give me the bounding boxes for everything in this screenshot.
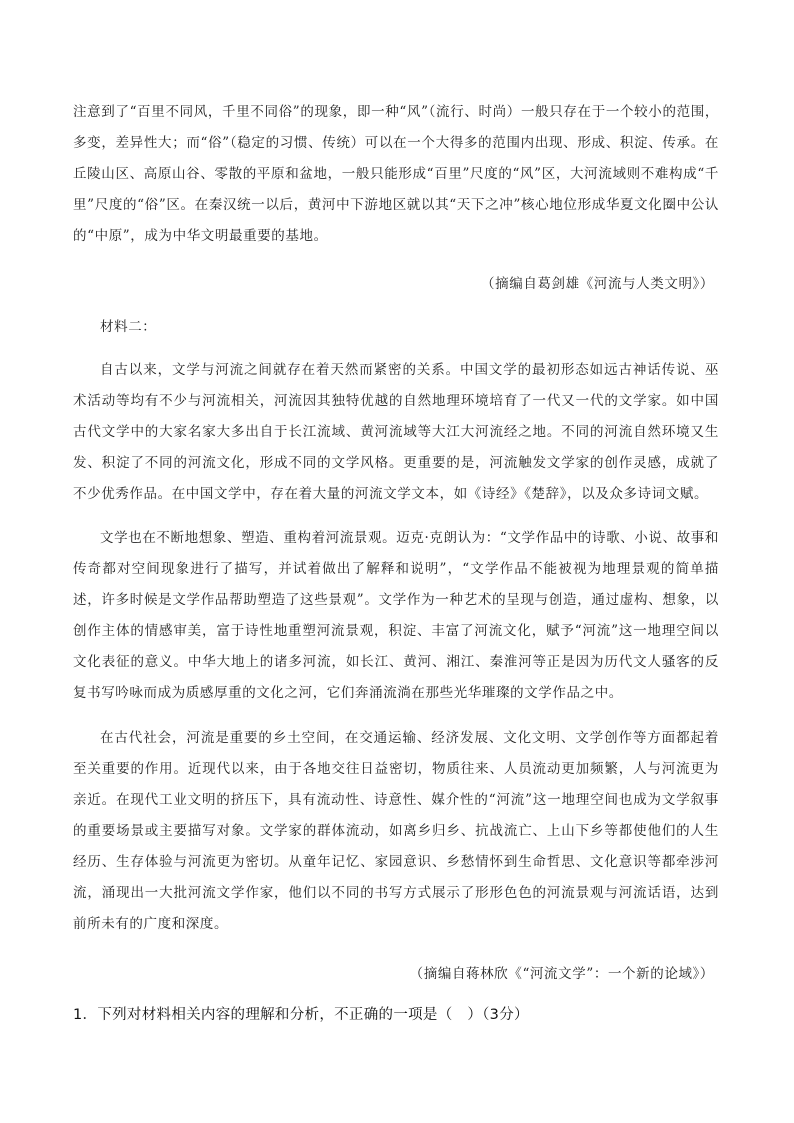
material2-paragraph-2: 文学也在不断地想象、塑造、重构着河流景观。迈克·克朗认为：“文学作品中的诗歌、小说、故事和传奇都对空间现象进行了描写，并试着做出了解释和说明”，“文学作品不能被视为地理景观的简单描述，许多时候是文学作品帮助塑造了这些景观”。文学作为一种艺术的呈现与创造，通过虚构、想象，以创作主体的情感审美，富于诗性地重塑河流景观，积淀、丰富了河流文化，赋予“河流”这一地理空间以文化表征的意义。中华大地上的诸多河流，如长江、黄河、湘江、秦淮河等正是因为历代文人骚客的反复书写吟咏而成为质感厚重的文化之河，它们奔涌流淌在那些光华璀璨的文学作品之中。 (73, 530, 719, 701)
question-1: 1．下列对材料相关内容的理解和分析，不正确的一项是（ ）（3分） (73, 1007, 529, 1023)
material2-paragraph-3: 在古代社会，河流是重要的乡土空间，在交通运输、经济发展、文化文明、文学创作等方面都起着至关重要的作用。近现代以来，由于各地交往日益密切，物质往来、人员流动更加频繁，人与河流更为亲近。在现代工业文明的挤压下，具有流动性、诗意性、媒介性的“河流”这一地理空间也成为文学叙事的重要场景或主要描写对象。文学家的群体流动，如离乡归乡、抗战流亡、上山下乡等都使他们的人生经历、生存体验与河流更为密切。从童年记忆、家园意识、乡愁情怀到生命哲思、文化意识等都牵涉河流，涌现出一大批河流文学作家，他们以不同的书写方式展示了形形色色的河流景观与河流话语，达到前所未有的广度和深度。 (73, 730, 719, 932)
material2-label: 材料二： (100, 319, 157, 335)
material1-paragraph: 注意到了“百里不同风，千里不同俗”的现象，即一种“风”（流行、时尚）一般只存在于一个较小的范围，多变，差异性大；而“俗”（稳定的习惯、传统）可以在一个大得多的范围内出现、形成、积淀、传承。在丘陵山区、高原山谷、零散的平原和盆地，一般只能形成“百里”尺度的“风”区，大河流域则不难构成“千里”尺度的“俗”区。在秦汉统一以后，黄河中下游地区就以其“天下之冲”核心地位形成华夏文化圈中公认的“中原”，成为中华文明最重要的基地。 (73, 104, 719, 244)
material1-source: （摘编自葛剑雄《河流与人类文明》） (481, 276, 714, 292)
material2-paragraph-1: 自古以来，文学与河流之间就存在着天然而紧密的关系。中国文学的最初形态如远古神话传说、巫术活动等均有不少与河流相关，河流因其独特优越的自然地理环境培育了一代又一代的文学家。如中国古代文学中的大家名家大多出自于长江流域、黄河流域等大江大河流经之地。不同的河流自然环境又生发、积淀了不同的河流文化，形成不同的文学风格。更重要的是，河流触发文学家的创作灵感，成就了不少优秀作品。在中国文学中，存在着大量的河流文学文本，如《诗经》《楚辞》，以及众多诗词文赋。 (73, 362, 719, 502)
material2-source: （摘编自蒋林欣《“河流文学”：一个新的论域》） (409, 966, 714, 982)
